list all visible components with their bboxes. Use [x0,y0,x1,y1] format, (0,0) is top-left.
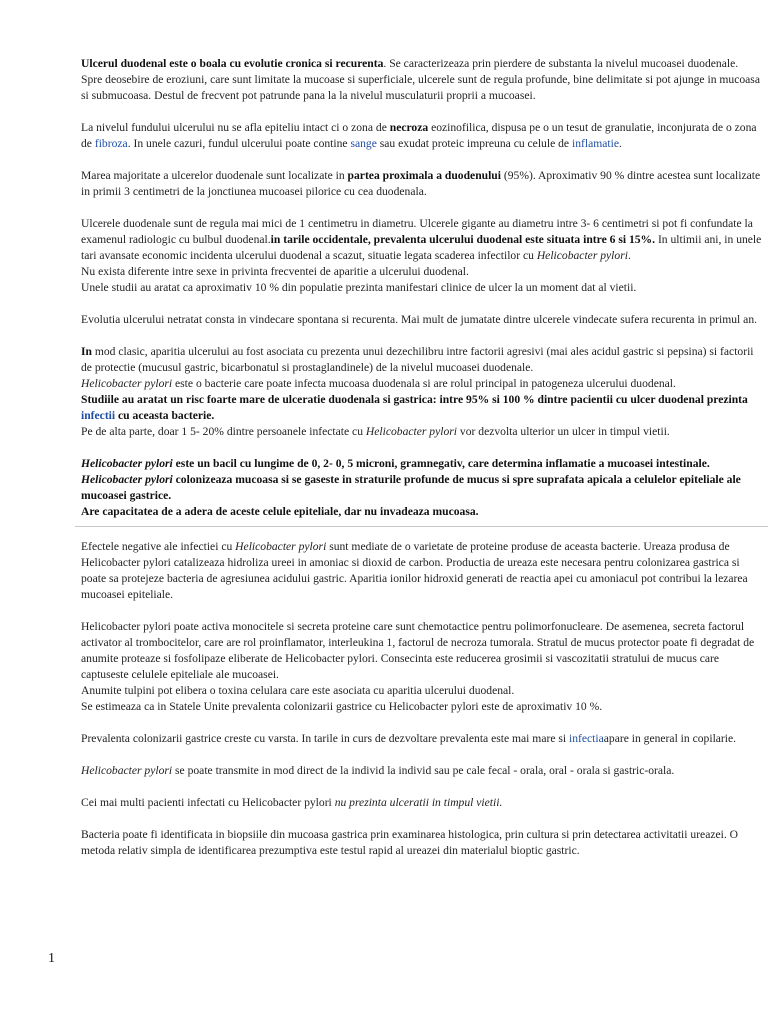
paragraph-monocytes [81,619,767,715]
text: Bacteria poate fi identificata in biopsiile din mucoasa gastrica prin examinarea histologica, prin cultura si prin detectarea activitatii ureazei. O metoda relativ simpla de identificarea prezumptiva este testul rapid al ureazei din materialul bioptic gastric. [81,828,739,857]
link-infectia[interactable]: infectia [569,732,604,745]
paragraph-identification [81,827,767,859]
paragraph-bacillus-bold [81,456,767,520]
page-number: 1 [48,951,55,966]
text: (95%). Aproximativ 90 % dintre acestea sunt localizate in primii 3 centimetri de la jonctiunea mucoasei pilorice cu cea duodenala. [81,169,761,198]
text: este o bacterie care poate infecta mucoasa duodenala si are rolul principal in patogeneza ulcerului duodenal. [172,377,676,390]
text: La nivelul fundului ulcerului nu se afla epiteliu intact ci o zona de [81,121,390,134]
paragraph-location [81,168,767,200]
text: Marea majoritate a ulcerelor duodenale sunt localizate in [81,169,348,182]
link-inflamatie[interactable]: inflamatie [571,137,619,150]
link-infectii[interactable]: infectii [81,409,116,422]
bold-term: In [81,345,92,358]
text: . [618,137,622,150]
italic-term: Helicobacter pylori [235,540,327,553]
bold-italic-term: Helicobacter pylori [81,457,173,470]
text: mod clasic, aparitia ulcerului au fost asociata cu prezenta unui dezechilibru intre factorii agresivi (mai ales acidul gastric si pepsina) si factorii de protectie (mucusul gastric, bicarbonatul si prostaglandinele) de la nivelul mucoasei duodenale. [81,345,754,374]
bold-text: este un bacil cu lungime de 0, 2- 0, 5 microni, gramnegativ, care determina inflamatie a mucoasei intestinale. [172,457,710,470]
bold-term: in tarile occidentale, prevalenta ulcerului duodenal este situata intre 6 si 15%. [270,233,656,246]
text: Se estimeaza ca in Statele Unite prevalenta colonizarii gastrice cu Helicobacter pylori este de aproximativ 10 %. [81,700,603,713]
paragraph-necrosis [81,120,767,152]
text: Cei mai multi pacienti infectati cu Helicobacter pylori [81,796,335,809]
bold-text: Are capacitatea de a adera de aceste celule epiteliale, dar nu invadeaza mucoasa. [81,505,479,518]
paragraph-age-prevalence [81,731,767,747]
italic-term: Helicobacter pylori [81,764,173,777]
paragraph-pathogenesis [81,344,767,440]
italic-term: Helicobacter pylori [81,377,173,390]
paragraph-evolution [81,312,767,328]
text: Evolutia ulcerului netratat consta in vindecare spontana si recurenta. Mai mult de jumatate dintre ulcerele vindecate sufera recurenta in primul an. [81,313,758,326]
text: In ultimii ani, in unele tari avansate economic incidenta ulcerului duodenal a scazut, situatie legata scaderea infectilor cu [81,233,762,262]
italic-term: Helicobacter pylori [536,249,628,262]
text: Anumite tulpini pot elibera o toxina celulara care este asociata cu aparitia ulcerului duodenal. [81,684,515,697]
text: sau exudat proteic impreuna cu celule de [376,137,572,150]
text: Ulcerele duodenale sunt de regula mai mici de 1 centimetru in diametru. Ulcerele gigante au diametru intre 3- 6 centimetri si pot fi confundate la examenul radiologic cu bulbul duodenal. [81,217,753,246]
text: vor dezvolta ulterior un ulcer in timpul vietii. [457,425,670,438]
link-fibroza[interactable]: fibroza [94,137,128,150]
horizontal-divider [75,526,768,527]
text: . In unele cazuri, fundul ulcerului poate contine [127,137,351,150]
bold-text: colonizeaza mucoasa si se gaseste in straturile profunde de mucus si spre suprafata apicala a celulelor epiteliale ale mucoasei gastrice. [81,473,741,502]
text: . [627,249,631,262]
text: se poate transmite in mod direct de la individ la individ sau pe cale fecal - orala, oral - orala si gastric-orala. [172,764,675,777]
paragraph-urease [81,539,767,603]
text: Unele studii au aratat ca aproximativ 10 % din populatie prezinta manifestari clinice de ulcer la un moment dat al vietii. [81,281,637,294]
italic-term: Helicobacter pylori [365,425,458,438]
text: sunt mediate de o varietate de proteine produse de aceasta bacterie. Ureaza produsa de Helicobacter pylori catalizeaza hidroliza ureei in amoniac si dioxid de carbon. Productia de ureaza este necesara pentru colonizarea gastrica si poate sa protejeze bacteria de agresiunea acidului gastric. Aparitia ionilor hidroxid generati de reactia apei cu amoniacul pot contribui la lezarea mucoasei epiteliale. [81,540,748,601]
bold-term: cu aceasta bacterie. [115,409,215,422]
bold-term: partea proximala a duodenului [347,169,501,182]
text: Helicobacter pylori poate activa monocitele si secreta proteine care sunt chemotactice pentru polimorfonucleare. De asemenea, secreta factorul activator al trombocitelor, care are rol proinflamator, interleukina 1, factorul de necroza tumorala. Stratul de mucus protector poate fi degradat de anumite proteaze si fosfolipaze eliberate de Helicobacter pylori. Consecinta este reducerea grosimii si vascozitatii stratului de mucus care captuseste celulele epiteliale ale mucoasei. [81,620,755,681]
paragraph-definition [81,56,767,104]
bold-definition: Ulcerul duodenal este o boala cu evolutie cronica si recurenta [81,57,384,70]
text: . Se caracterizeaza prin pierdere de substanta la nivelul mucoasei duodenale. [383,57,739,70]
bold-term: necroza [389,121,429,134]
paragraph-transmission [81,763,767,779]
paragraph-no-ulcer [81,795,767,811]
bold-term: Studiile au aratat un risc foarte mare de ulceratie duodenala si gastrica: intre 95% si 100 % dintre pacientii cu ulcer duodenal prezinta [81,393,748,406]
text: Nu exista diferente intre sexe in privinta frecventei de aparitie a ulcerului duodenal. [81,265,469,278]
text: Prevalenta colonizarii gastrice creste cu varsta. In tarile in curs de dezvoltare prevalenta este mai mare si [81,732,569,745]
text: Pe de alta parte, doar 1 5- 20% dintre persoanele infectate cu [81,425,366,438]
document-body [81,56,767,859]
paragraph-size-prevalence [81,216,767,296]
text: eozinofilica, dispusa pe o un tesut de granulatie, inconjurata de o zona de [81,121,757,150]
text: Spre deosebire de eroziuni, care sunt limitate la mucoase si superficiale, ulcerele sunt de regula profunde, bine delimitate si pot ajunge in mucoasa si submucoasa. Destul de frecvent pot patrunde pana la la nivelul musculaturii proprii a mucoasei. [81,73,760,102]
italic-term: nu prezinta ulceratii in timpul vietii. [334,796,503,809]
text: apare in general in copilarie. [603,732,737,745]
text: Efectele negative ale infectiei cu [81,540,236,553]
link-sange[interactable]: sange [350,137,377,150]
bold-italic-term: Helicobacter pylori [81,473,173,486]
